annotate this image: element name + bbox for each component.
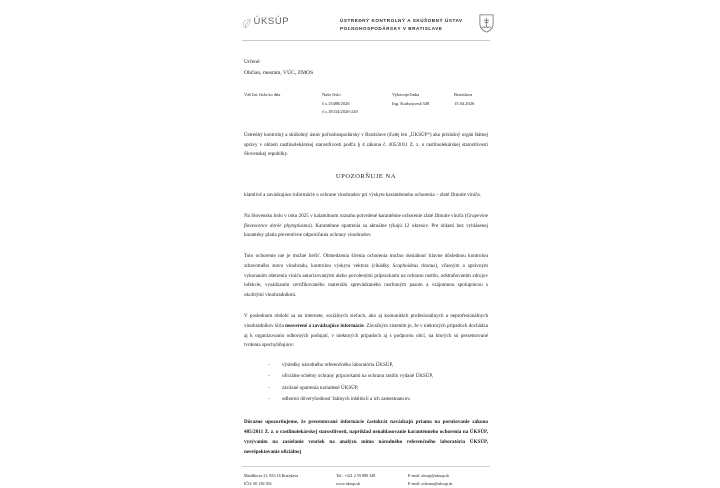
letterhead	[232, 0, 500, 33]
reference-head-place: Bratislava	[454, 92, 473, 98]
paragraph-3	[244, 252, 488, 301]
organization-line-2: POĽNOHOSPODÁRSKY V BRATISLAVE	[340, 25, 443, 31]
reference-head-handler: Vybavuje/linka	[392, 92, 420, 98]
paragraph-2-part-a: Na Slovensku bolo v roku 2025 v kalamitnom rozsahu potvrdené karanténne ochorenie zlaté žltnutie viniča (	[244, 212, 467, 219]
paragraph-2-species-name: Grapevine flavescence dorée phytoplasma	[244, 212, 488, 229]
footer-phone: Tel.: +421 2 59 880 348	[336, 473, 376, 479]
list-item: - odbornú dôveryhodnosť štátnych inštitúcií a ich zamestnancov.	[268, 394, 488, 405]
addressee-label: Určené:	[244, 59, 261, 65]
reference-head-your-ref: Váš list číslo/zo dňa	[244, 92, 281, 98]
reference-value-date: 15.04.2026	[454, 100, 475, 106]
paragraph-4-part-b: . Závažným zistením je, že v niektorých prípadoch dochádza aj k organizovaniu odborných podujatí, v niektorých prípadoch aj s podporou obcí, na ktorých sú prezentované tvrdenia spochybňujúce:	[244, 322, 488, 349]
closing-warning-paragraph: Dôrazne upozorňujeme, že prezentované informácie častokrát navádzajú priamo na porušovanie zákona 405/2011 Z. z. o rastlinolekárskej starostlivosti, napríklad nenahlasovanie karanténneho ochorenia na ÚKSÚP, vyzývanim na zasielanie vzoriek na analýzu mimo národného referenčného laboratória ÚKSÚP, nerešpektovanie oficiálnej	[244, 418, 488, 455]
footer-contact	[336, 472, 408, 488]
leaf-icon	[242, 16, 251, 27]
reference-column-your-ref	[244, 91, 322, 117]
paragraph-2-part-b: ). Karanténne opatrenia sa aktuálne týkajú 12 okresov. Pre oblasti bez vyhlásenej karantény platia preventívne odporúčania ochrany vinohradov.	[244, 222, 488, 239]
addressee-block	[244, 58, 488, 78]
reference-table	[244, 91, 488, 117]
paragraph-3-part-a: Toto ochorenie nie je možné liečiť. Obmedzenia šírenia ochorenia možno dosiahnuť hlavne dôslednou kontrolou zdravotného stavu vinohradu, kontrolou výskytu vektora (cikádky	[244, 253, 488, 269]
document-heading: UPOZORŇUJE NA	[335, 173, 397, 181]
footer-address-line-2: IČO: 00 156 582	[244, 481, 272, 486]
claims-list	[244, 360, 488, 406]
footer-email-1[interactable]: E-mail: uksup@uksup.sk	[408, 473, 450, 479]
letterhead-divider	[242, 40, 490, 41]
footer-email-2[interactable]: E-mail: ochrana@uksup.sk	[408, 481, 453, 486]
footer-address	[244, 472, 336, 488]
list-item: - oficiálne schémy ochrany prípravkami na ochranu rastlín vydané ÚKSÚP,	[268, 371, 488, 382]
uksup-logo-text: ÚKSÚP	[253, 16, 290, 27]
paragraph-3-part-b: ), včasným a správnym vykonaním ošetrenia viniča autorizovanými alebo povolenými prípravkami na ochranu rastlín, odstraňovaním zdrojov infekcie, vysádzaním certifikovaného materiálu sprevádzaného rastlinným pasom a vzájomnou spoluprácou s okolitými vinohradníkmi.	[244, 262, 488, 299]
reference-column-place-date	[454, 91, 500, 117]
letter-body	[232, 58, 500, 457]
reference-column-our-ref	[322, 91, 392, 117]
paragraph-1: klamlivé a zavádzajúce informácie o ochrane vinohradov pri výskyte karanténneho ochorenia – zlaté žltnutie viniča.	[244, 192, 481, 199]
intro-paragraph: Ústredný kontrolný a skúšobný ústav poľnohospodársky v Bratislave (ďalej len „ÚKSÚP“) ako príslušný orgán štátnej správy v oblasti rastlinolekárskej starostlivosti podľa § 4 zákona č. 405/2011 Z. z. o rastlinolekárskej starostlivosti Slovenskej republiky.	[244, 131, 488, 158]
uksup-logo	[242, 12, 338, 27]
reference-value-our-ref-2: č.s.18334/2026-220	[322, 109, 358, 115]
paragraph-4-part-a: V poslednom období sa na internete, sociálnych sieťach, ako aj komunitách profesionálnych a neprofesionálnych vinohradníkov šíria	[244, 312, 488, 329]
footer-emails	[408, 472, 490, 488]
reference-column-handler	[392, 91, 454, 117]
organization-name	[338, 12, 473, 32]
reference-value-our-ref-1: č.s.15488/2026	[322, 100, 350, 106]
footer	[232, 467, 500, 488]
paragraph-2	[244, 212, 488, 241]
footer-address-line-1: Matúškova 21, 833 16 Bratislava	[244, 473, 299, 479]
footer-website-link[interactable]: www.uksup.sk	[336, 481, 361, 486]
paragraph-3-species-name: Scaphoideus titanus	[392, 262, 436, 269]
paragraph-4	[244, 312, 488, 351]
addressee-recipients: Občian, mestám, VÚC, ZMOS	[244, 69, 314, 76]
list-item: - výsledky národného referenčného laboratória ÚKSÚP,	[268, 360, 488, 371]
reference-head-our-ref: Naše číslo	[322, 92, 341, 98]
organization-line-1: ÚSTREDNÝ KONTROLNÝ A SKÚŠOBNÝ ÚSTAV	[340, 18, 463, 23]
list-item: - záväzné opatrenia nariadené ÚKSÚP,	[268, 383, 488, 394]
paragraph-4-emphasis: neoverené a zavádzajúce informácie	[285, 322, 364, 329]
slovak-coat-of-arms-icon	[479, 14, 494, 33]
letter-sheet	[232, 0, 500, 486]
reference-value-handler: Ing. Kurhajcová/348	[392, 100, 430, 106]
